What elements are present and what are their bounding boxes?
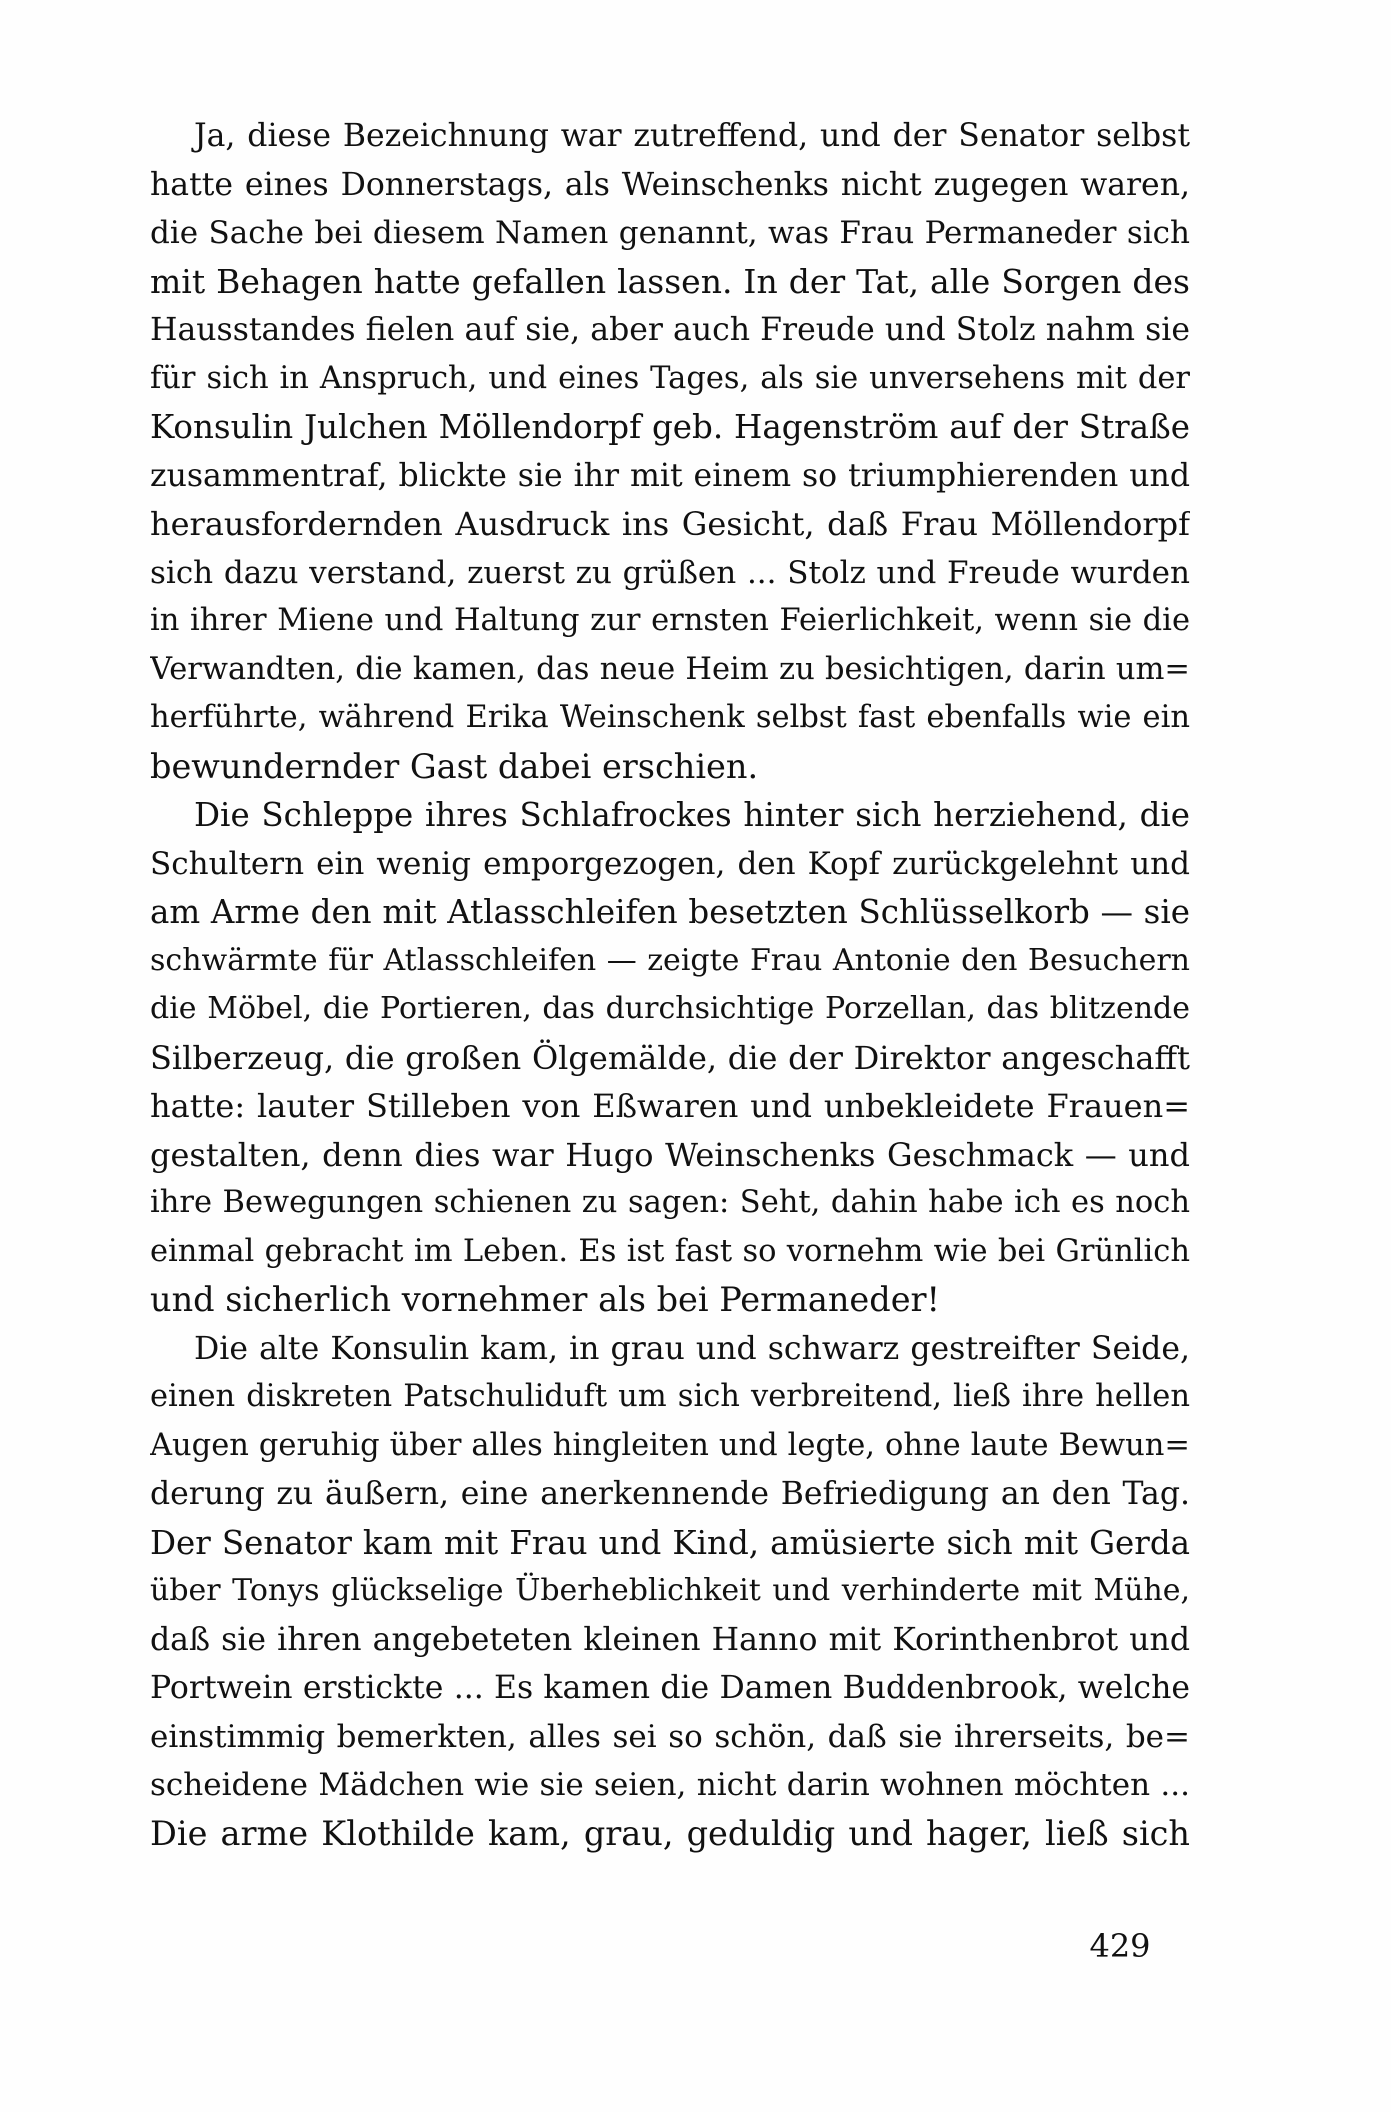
- text-line: Portwein erstickte ... Es kamen die Damen Buddenbrook, welche: [150, 1670, 1190, 1706]
- text-line: Die alte Konsulin kam, in grau und schwarz gestreifter Seide,: [194, 1330, 1190, 1367]
- text-line: Silberzeug, die großen Ölgemälde, die der Direktor angeschafft: [150, 1038, 1190, 1077]
- text-line: Hausstandes fielen auf sie, aber auch Freude und Stolz nahm sie: [150, 312, 1190, 348]
- page-number: 429: [1089, 1927, 1151, 1965]
- text-line: und sicherlich vornehmer als bei Permaneder!: [150, 1280, 940, 1319]
- text-line: hatte eines Donnerstags, als Weinschenks nicht zugegen waren,: [150, 166, 1190, 203]
- text-line: gestalten, denn dies war Hugo Weinschenks Geschmack — und: [150, 1135, 1190, 1174]
- text-line: am Arme den mit Atlasschleifen besetzten Schlüsselkorb — sie: [150, 893, 1190, 931]
- text-line: die Sache bei diesem Namen genannt, was Frau Permaneder sich: [150, 215, 1190, 251]
- text-line: mit Behagen hatte gefallen lassen. In der Tat, alle Sorgen des: [150, 261, 1190, 301]
- text-line: Der Senator kam mit Frau und Kind, amüsierte sich mit Gerda: [150, 1523, 1190, 1562]
- text-line: Schultern ein wenig emporgezogen, den Kopf zurückgelehnt und: [150, 845, 1190, 882]
- text-line: daß sie ihren angebeteten kleinen Hanno mit Korinthenbrot und: [150, 1621, 1190, 1658]
- text-line: scheidene Mädchen wie sie seien, nicht darin wohnen möchten ...: [150, 1767, 1190, 1803]
- text-line: sich dazu verstand, zuerst zu grüßen ... Stolz und Freude wurden: [150, 554, 1190, 591]
- text-line: für sich in Anspruch, und eines Tages, als sie unversehens mit der: [150, 360, 1190, 396]
- text-line: hatte: lauter Stilleben von Eßwaren und unbekleidete Frauen=: [150, 1087, 1190, 1125]
- text-line: einen diskreten Patschuliduft um sich verbreitend, ließ ihre hellen: [150, 1379, 1190, 1414]
- text-line: derung zu äußern, eine anerkennende Befriedigung an den Tag.: [150, 1476, 1190, 1512]
- text-line: Augen geruhig über alles hingleiten und legte, ohne laute Bewun=: [150, 1427, 1190, 1463]
- text-line: Ja, diese Bezeichnung war zutreffend, und der Senator selbst: [194, 118, 1190, 154]
- body-text: [150, 112, 1190, 1858]
- text-line: in ihrer Miene und Haltung zur ernsten Feierlichkeit, wenn sie die: [150, 603, 1190, 638]
- text-line: Verwandten, die kamen, das neue Heim zu besichtigen, darin um=: [150, 651, 1190, 687]
- text-line: die Möbel, die Portieren, das durchsichtige Porzellan, das blitzende: [150, 991, 1190, 1026]
- text-line: herausfordernden Ausdruck ins Gesicht, daß Frau Möllendorpf: [150, 505, 1190, 543]
- text-line: zusammentraf, blickte sie ihr mit einem so triumphierenden und: [150, 457, 1190, 494]
- text-line: bewundernder Gast dabei erschien.: [150, 746, 759, 786]
- text-line: einstimmig bemerkten, alles sei so schön, daß sie ihrerseits, be=: [150, 1718, 1190, 1755]
- text-line: über Tonys glückselige Überheblichkeit und verhinderte mit Mühe,: [150, 1573, 1190, 1608]
- text-line: Die Schleppe ihres Schlafrockes hinter sich herziehend, die: [194, 796, 1190, 834]
- text-line: ihre Bewegungen schienen zu sagen: Seht, dahin habe ich es noch: [150, 1185, 1190, 1220]
- text-line: Die arme Klothilde kam, grau, geduldig und hager, ließ sich: [150, 1813, 1190, 1853]
- text-line: herführte, während Erika Weinschenk selbst fast ebenfalls wie ein: [150, 700, 1190, 735]
- text-line: schwärmte für Atlasschleifen — zeigte Frau Antonie den Besuchern: [150, 942, 1190, 978]
- text-line: Konsulin Julchen Möllendorpf geb. Hagenström auf der Straße: [150, 408, 1190, 446]
- text-line: einmal gebracht im Leben. Es ist fast so vornehm wie bei Grünlich: [150, 1233, 1190, 1269]
